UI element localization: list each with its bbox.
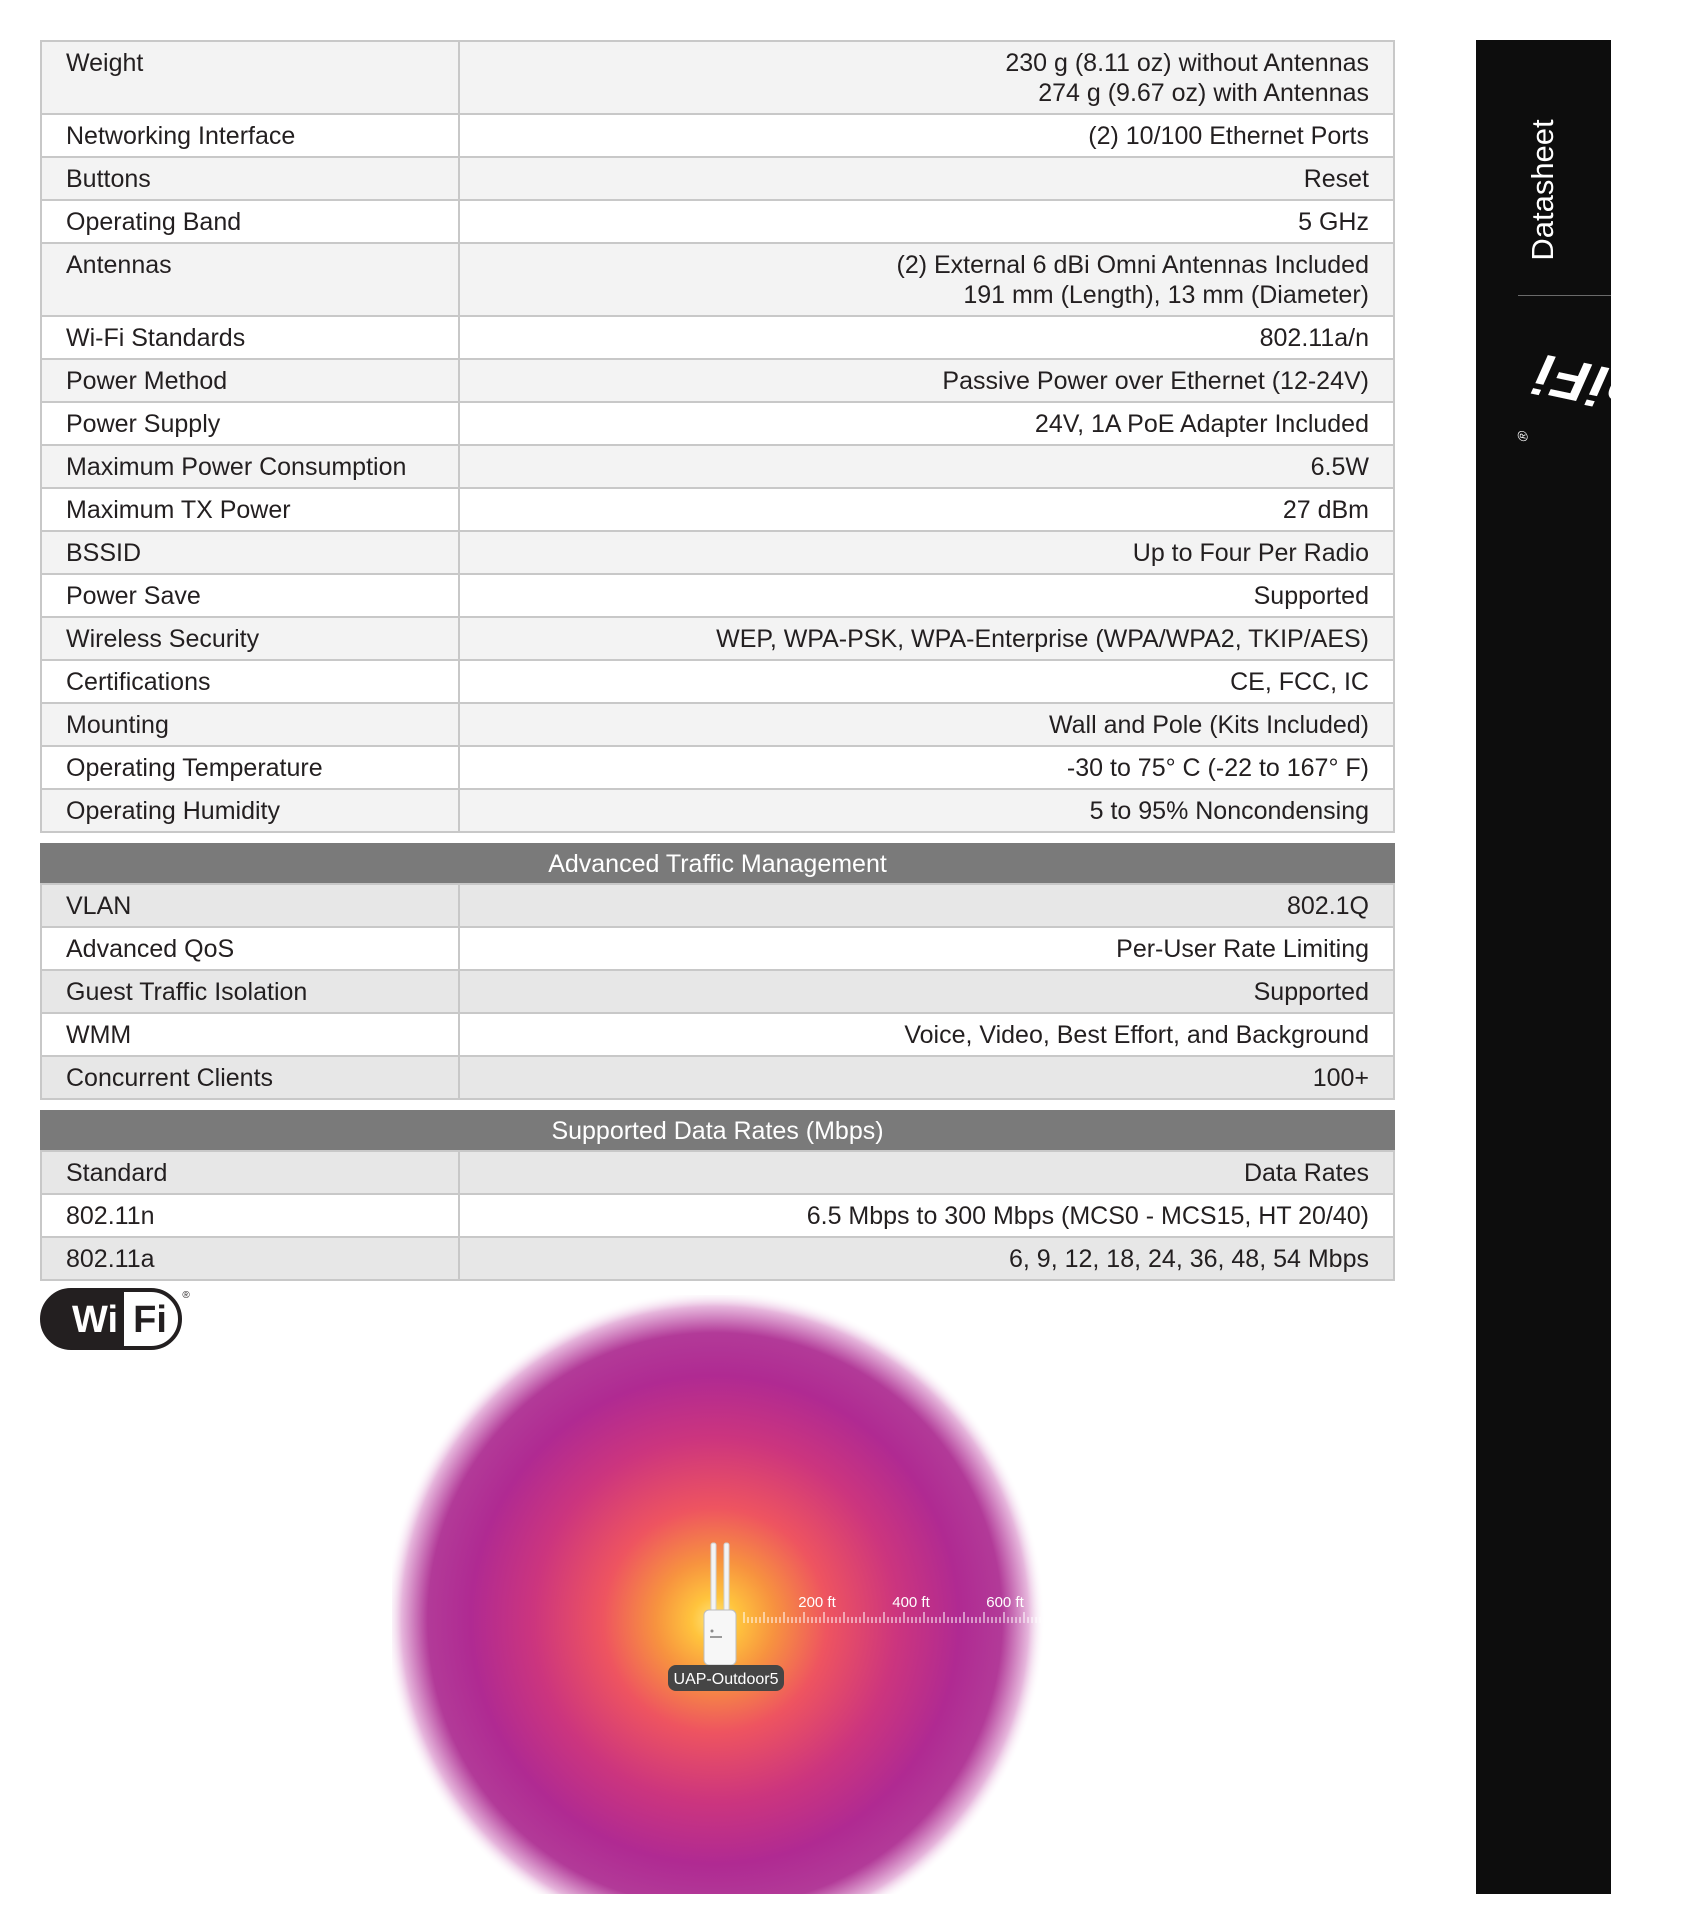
spec-value: 6.5 Mbps to 300 Mbps (MCS0 - MCS15, HT 20/40)	[459, 1194, 1394, 1237]
spec-row	[41, 445, 1394, 488]
scale-label-200: 200 ft	[798, 1594, 836, 1611]
spec-value: Passive Power over Ethernet (12-24V)	[459, 359, 1394, 402]
spec-label: Wireless Security	[41, 617, 459, 660]
spec-label: VLAN	[41, 884, 459, 927]
spec-row	[41, 114, 1394, 157]
spec-label: Operating Humidity	[41, 789, 459, 832]
spec-row	[41, 1056, 1394, 1099]
device-label: UAP-Outdoor5	[673, 1671, 779, 1688]
spec-value: Voice, Video, Best Effort, and Background	[459, 1013, 1394, 1056]
spec-label: Operating Temperature	[41, 746, 459, 789]
spec-label: Guest Traffic Isolation	[41, 970, 459, 1013]
spec-row	[41, 41, 1394, 114]
spec-label: BSSID	[41, 531, 459, 574]
spec-label: Maximum Power Consumption	[41, 445, 459, 488]
wifi-logo	[40, 1286, 192, 1352]
spec-row	[41, 703, 1394, 746]
spec-row	[41, 157, 1394, 200]
spec-row	[41, 746, 1394, 789]
spec-row	[41, 927, 1394, 970]
spec-row	[41, 402, 1394, 445]
spec-row	[41, 1237, 1394, 1280]
wifi-logo-left: Wi	[71, 1299, 119, 1341]
spec-value: 5 GHz	[459, 200, 1394, 243]
spec-row	[41, 970, 1394, 1013]
spec-value: -30 to 75° C (-22 to 167° F)	[459, 746, 1394, 789]
spec-label: Operating Band	[41, 200, 459, 243]
spec-row	[41, 1151, 1394, 1194]
sidebar	[1476, 40, 1693, 1894]
spec-row	[41, 1194, 1394, 1237]
spec-label: Buttons	[41, 157, 459, 200]
spec-value: CE, FCC, IC	[459, 660, 1394, 703]
scale-label-600: 600 ft	[986, 1594, 1024, 1611]
spec-label: Concurrent Clients	[41, 1056, 459, 1099]
spec-label: Power Save	[41, 574, 459, 617]
spec-row	[41, 574, 1394, 617]
spec-row	[41, 884, 1394, 927]
spec-table	[40, 40, 1395, 833]
spec-value: 100+	[459, 1056, 1394, 1099]
spec-value: Data Rates	[459, 1151, 1394, 1194]
spec-label: Power Supply	[41, 402, 459, 445]
datasheet-label-wrap	[1476, 80, 1611, 300]
spec-row	[41, 617, 1394, 660]
spec-value: Reset	[459, 157, 1394, 200]
spec-value: (2) 10/100 Ethernet Ports	[459, 114, 1394, 157]
spec-row	[41, 1013, 1394, 1056]
spec-label: Antennas	[41, 243, 459, 316]
spec-row	[41, 488, 1394, 531]
spec-value: 802.1Q	[459, 884, 1394, 927]
spec-label: Mounting	[41, 703, 459, 746]
spec-row	[41, 660, 1394, 703]
wifi-logo-right: Fi	[133, 1299, 167, 1341]
spec-value: 230 g (8.11 oz) without Antennas 274 g (9.67 oz) with Antennas	[459, 41, 1394, 114]
spec-sheet	[40, 40, 1395, 1281]
spec-value: Up to Four Per Radio	[459, 531, 1394, 574]
spec-label: WMM	[41, 1013, 459, 1056]
spec-label: Networking Interface	[41, 114, 459, 157]
sidebar-divider	[1518, 295, 1611, 296]
spec-value: Supported	[459, 970, 1394, 1013]
unifi-logo-text: UniFi	[1528, 340, 1693, 435]
spec-value: WEP, WPA-PSK, WPA-Enterprise (WPA/WPA2, TKIP/AES)	[459, 617, 1394, 660]
spec-value: (2) External 6 dBi Omni Antennas Included 191 mm (Length), 13 mm (Diameter)	[459, 243, 1394, 316]
unifi-registered-mark: ®	[1514, 428, 1531, 443]
spec-label: Certifications	[41, 660, 459, 703]
spec-value: Supported	[459, 574, 1394, 617]
spec-row	[41, 316, 1394, 359]
section-header-rates: Supported Data Rates (Mbps)	[40, 1110, 1395, 1150]
spec-row	[41, 789, 1394, 832]
spec-label: Power Method	[41, 359, 459, 402]
section-header-traffic: Advanced Traffic Management	[40, 843, 1395, 883]
spec-value: 6, 9, 12, 18, 24, 36, 48, 54 Mbps	[459, 1237, 1394, 1280]
spec-value: 802.11a/n	[459, 316, 1394, 359]
spec-label: Wi-Fi Standards	[41, 316, 459, 359]
scale-label-400: 400 ft	[892, 1594, 930, 1611]
spec-row	[41, 243, 1394, 316]
unifi-logo	[1476, 340, 1693, 535]
spec-row	[41, 200, 1394, 243]
rates-table	[40, 1150, 1395, 1281]
spec-label: 802.11n	[41, 1194, 459, 1237]
spec-label: 802.11a	[41, 1237, 459, 1280]
wifi-registered-mark: ®	[182, 1290, 190, 1301]
spec-value: Per-User Rate Limiting	[459, 927, 1394, 970]
spec-label: Weight	[41, 41, 459, 114]
spec-row	[41, 531, 1394, 574]
spec-label: Maximum TX Power	[41, 488, 459, 531]
spec-value: 24V, 1A PoE Adapter Included	[459, 402, 1394, 445]
spec-value: 6.5W	[459, 445, 1394, 488]
spec-label: Advanced QoS	[41, 927, 459, 970]
spec-value: Wall and Pole (Kits Included)	[459, 703, 1394, 746]
traffic-table	[40, 883, 1395, 1100]
spec-label: Standard	[41, 1151, 459, 1194]
datasheet-label: Datasheet	[1525, 119, 1560, 261]
coverage-diagram	[392, 1295, 1052, 1895]
spec-value: 5 to 95% Noncondensing	[459, 789, 1394, 832]
spec-value: 27 dBm	[459, 488, 1394, 531]
spec-row	[41, 359, 1394, 402]
